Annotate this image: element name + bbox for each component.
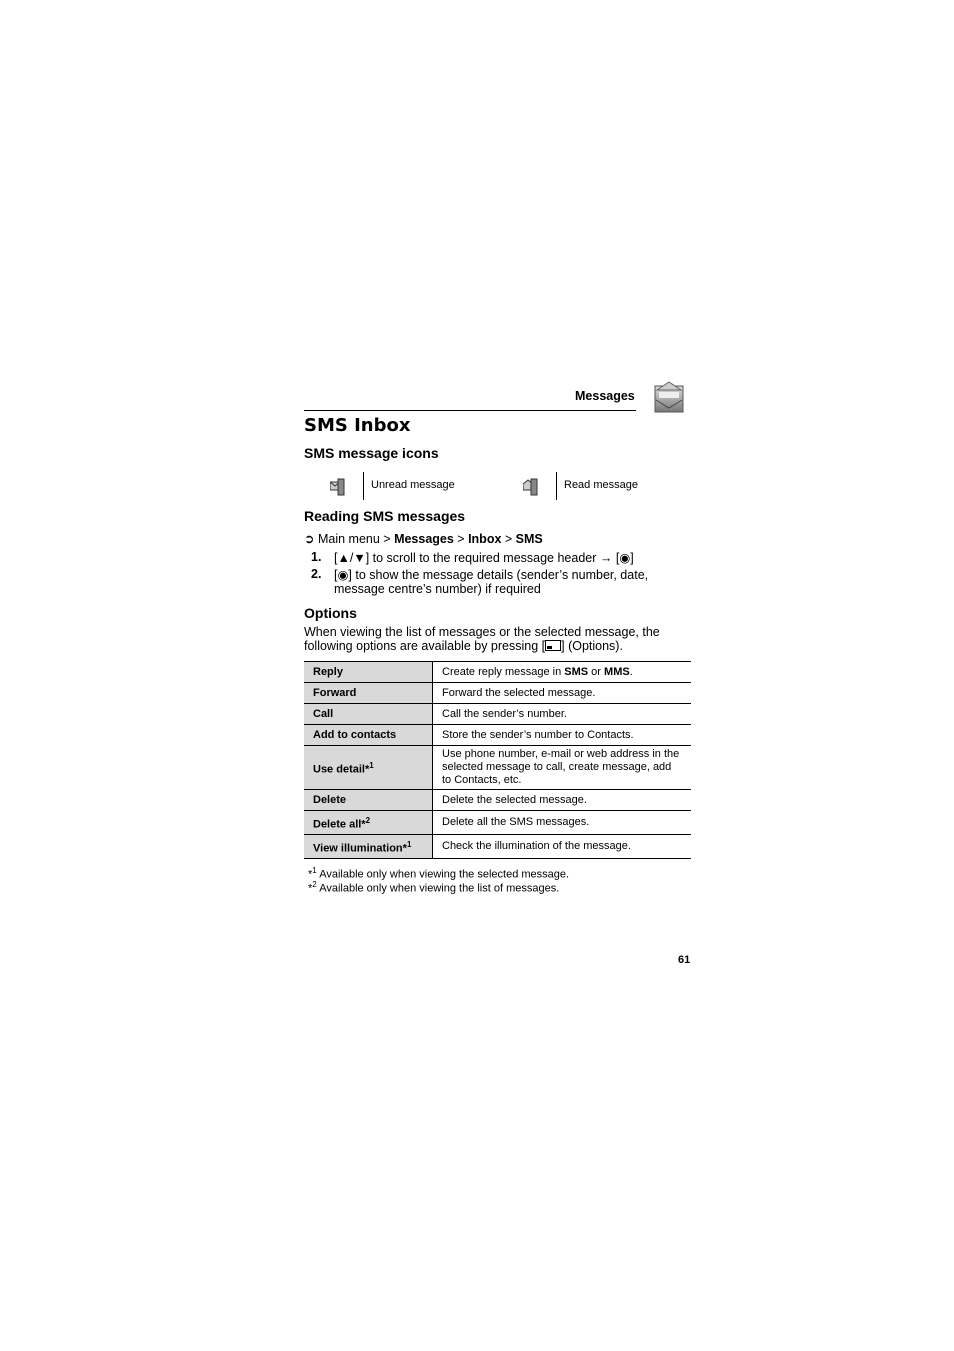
step-number: 1.: [311, 550, 322, 564]
table-row: [304, 746, 691, 790]
footnote-text: Available only when viewing the list of messages.: [319, 882, 560, 895]
path-sep: >: [501, 532, 516, 546]
footnote-ref: 2: [365, 815, 371, 825]
option-name: [304, 811, 433, 835]
bracket: [: [615, 551, 620, 565]
key-text: Delete all*: [313, 818, 366, 831]
step-2: [334, 567, 648, 582]
option-name: [304, 835, 433, 859]
bracket: ]: [630, 551, 634, 565]
read-message-icon: [523, 478, 539, 496]
option-desc: Forward the selected message.: [433, 683, 692, 704]
divider: [363, 472, 364, 500]
divider: [556, 472, 557, 500]
bracket: [: [334, 551, 338, 565]
table-row: [304, 725, 691, 746]
desc-text: or: [588, 665, 605, 678]
footnote-ref: 1: [369, 760, 374, 770]
table-row: [304, 662, 691, 683]
step-number: 2.: [311, 567, 322, 581]
bracket: [: [334, 568, 338, 582]
option-name: Forward: [304, 683, 433, 704]
unread-message-label: Unread message: [371, 479, 455, 491]
option-desc: Use phone number, e-mail or web address in the selected message to call, create message, add to Contacts, etc.: [433, 746, 692, 790]
page-number: 61: [678, 954, 691, 966]
slash: /: [349, 551, 354, 565]
option-name: Reply: [304, 662, 433, 683]
option-desc: Delete all the SMS messages.: [433, 811, 692, 835]
table-row: [304, 835, 691, 859]
intro-text: ] (Options).: [561, 639, 623, 653]
icons-heading: SMS message icons: [304, 445, 439, 461]
envelope-icon: [654, 380, 684, 418]
menu-path: [304, 531, 543, 546]
read-message-label: Read message: [564, 479, 638, 491]
option-desc: Store the sender’s number to Contacts.: [433, 725, 692, 746]
path-text: Main menu >: [317, 532, 395, 546]
arrow-icon: ➲: [304, 532, 315, 546]
down-key-icon: ▼: [353, 551, 366, 565]
section-header: Messages: [575, 389, 635, 403]
path-sms: SMS: [515, 532, 543, 546]
footnote-num: 2: [312, 880, 317, 889]
table-row: [304, 704, 691, 725]
footnote-ref: 1: [406, 839, 412, 849]
desc-bold: MMS: [604, 665, 630, 678]
option-name: Delete: [304, 790, 433, 811]
header-rule: [304, 410, 636, 411]
up-key-icon: ▲: [337, 551, 350, 565]
footnote-num: 1: [312, 866, 317, 875]
intro-text: following options are available by pressing [: [304, 639, 546, 653]
path-inbox: Inbox: [468, 532, 502, 546]
soft-key-icon: [545, 640, 561, 651]
option-desc: Check the illumination of the message.: [433, 835, 692, 859]
page-title: SMS Inbox: [304, 415, 411, 436]
option-desc: Call the sender’s number.: [433, 704, 692, 725]
reading-heading: Reading SMS messages: [304, 508, 466, 524]
key-text: Use detail*: [313, 763, 370, 776]
option-name: Call: [304, 704, 433, 725]
right-arrow-icon: →: [599, 551, 613, 565]
step-2-cont: message centre’s number) if required: [334, 582, 541, 596]
desc-text: Create reply message in: [442, 665, 565, 678]
table-row: [304, 683, 691, 704]
key-text: View illumination*: [313, 842, 407, 855]
footnote-text: Available only when viewing the selected message.: [319, 868, 570, 881]
option-desc: Delete the selected message.: [433, 790, 692, 811]
desc-bold: SMS: [564, 665, 589, 678]
options-intro: When viewing the list of messages or the selected message, the: [304, 625, 660, 639]
step-1: [334, 550, 634, 565]
options-table: [304, 661, 691, 859]
table-row: [304, 811, 691, 835]
footnote: [308, 880, 559, 895]
option-desc: [433, 662, 692, 683]
desc-text: .: [629, 665, 633, 678]
footnote: [308, 866, 569, 881]
unread-message-icon: [330, 478, 346, 496]
options-heading: Options: [304, 605, 357, 621]
table-row: [304, 790, 691, 811]
options-intro-2: [304, 639, 623, 653]
select-key-icon: ◉: [337, 568, 349, 582]
option-name: [304, 746, 433, 790]
footnote-mark: *: [308, 882, 313, 895]
select-key-icon: ◉: [619, 551, 631, 565]
footnote-mark: *: [308, 868, 313, 881]
path-messages: Messages: [394, 532, 454, 546]
path-sep: >: [453, 532, 469, 546]
step-text: ] to scroll to the required message header: [365, 551, 597, 565]
step-text: ] to show the message details (sender’s number, date,: [348, 568, 649, 582]
option-name: Add to contacts: [304, 725, 433, 746]
